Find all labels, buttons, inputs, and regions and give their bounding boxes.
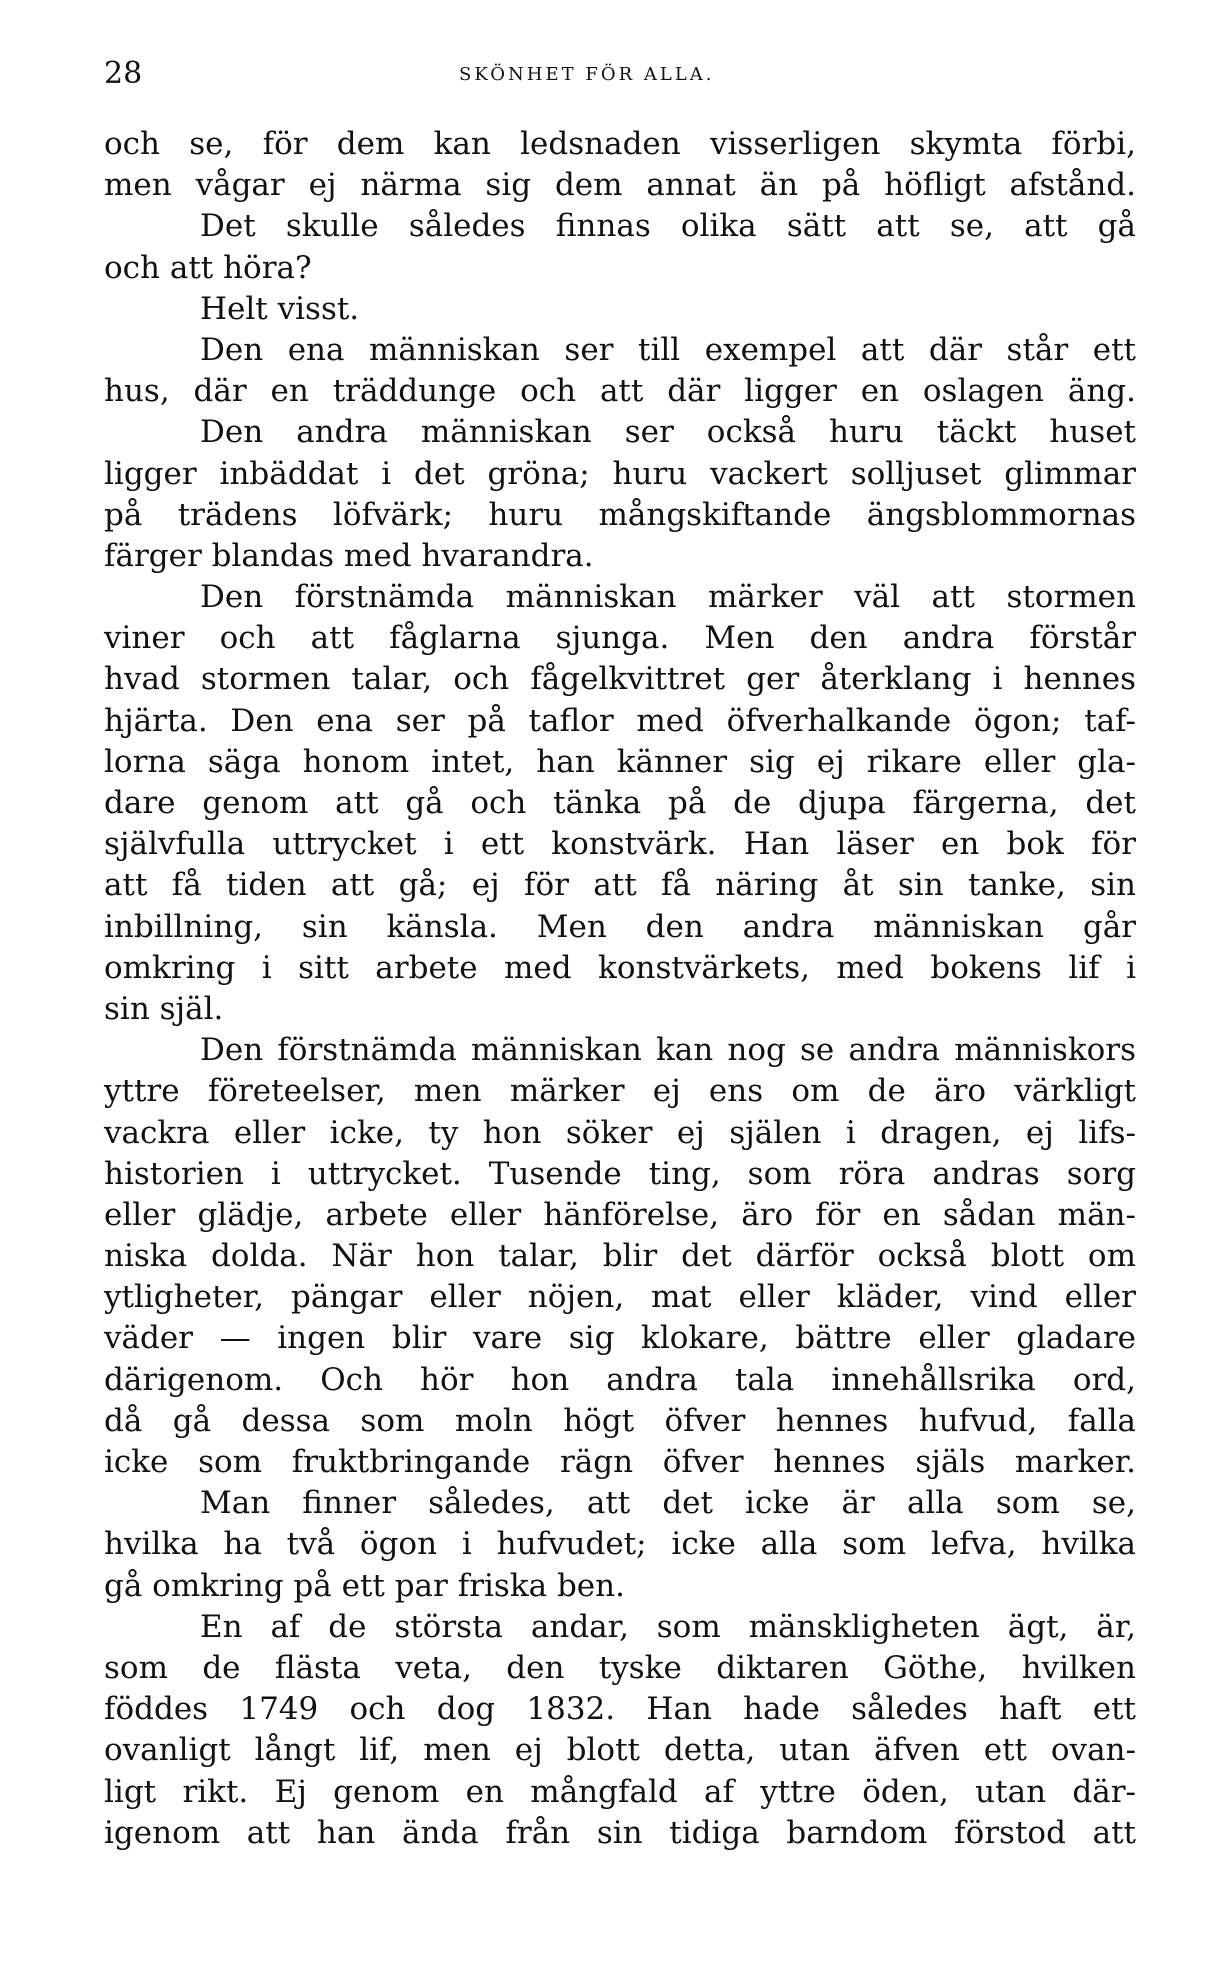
text-line: historien i uttrycket. Tusende ting, som röra andras sorg bbox=[104, 1155, 1136, 1192]
text-line: hvad stormen talar, och fågelkvittret ger återklang i hennes bbox=[104, 661, 1136, 698]
text-line: på trädens löfvärk; huru mångskiftande ängsblommornas bbox=[104, 496, 1136, 533]
text-line: dare genom att gå och tänka på de djupa färgerna, det bbox=[104, 785, 1136, 821]
text-line: föddes 1749 och dog 1832. Han hade således haft ett bbox=[104, 1691, 1136, 1728]
running-title: SKÖNHET FÖR ALLA. bbox=[459, 64, 715, 85]
text-line: Det skulle således finnas olika sätt att se, att gå bbox=[200, 208, 1136, 245]
text-line: men vågar ej närma sig dem annat än på höfligt afstånd. bbox=[104, 167, 1136, 204]
text-line: vackra eller icke, ty hon söker ej själen i dragen, ej lifs- bbox=[104, 1114, 1136, 1151]
text-line: hus, där en träddunge och att där ligger en oslagen äng. bbox=[104, 373, 1136, 410]
text-line: färger blandas med hvarandra. bbox=[104, 537, 594, 574]
text-line: och att höra? bbox=[104, 249, 312, 286]
text-line: inbillning, sin känsla. Men den andra människan går bbox=[104, 908, 1136, 945]
text-line: gå omkring på ett par friska ben. bbox=[104, 1567, 625, 1604]
text-line: hvilka ha två ögon i hufvudet; icke alla som lefva, hvilka bbox=[104, 1526, 1136, 1563]
text-line: eller glädje, arbete eller hänförelse, äro för en sådan män- bbox=[104, 1196, 1136, 1233]
text-line: att få tiden att gå; ej för att få näring åt sin tanke, sin bbox=[104, 867, 1136, 904]
page-number: 28 bbox=[104, 56, 143, 91]
text-line: Den förstnämda människan märker väl att stormen bbox=[200, 579, 1136, 616]
text-line: därigenom. Och hör hon andra tala innehållsrika ord, bbox=[104, 1361, 1136, 1398]
text-line: då gå dessa som moln högt öfver hennes hufvud, falla bbox=[104, 1402, 1136, 1439]
text-line: omkring i sitt arbete med konstvärkets, med bokens lif i bbox=[104, 949, 1136, 986]
text-line: niska dolda. När hon talar, blir det därför också blott om bbox=[104, 1238, 1136, 1275]
text-line: som de flästa veta, den tyske diktaren Göthe, hvilken bbox=[104, 1649, 1136, 1686]
text-line: Den förstnämda människan kan nog se andra människors bbox=[200, 1032, 1136, 1069]
text-line: självfulla uttrycket i ett konstvärk. Han läser en bok för bbox=[104, 826, 1136, 863]
text-line: sin själ. bbox=[104, 990, 224, 1027]
text-line: igenom att han ända från sin tidiga barndom förstod att bbox=[104, 1814, 1136, 1851]
text-line: ovanligt långt lif, men ej blott detta, utan äfven ett ovan- bbox=[104, 1732, 1136, 1769]
text-line: väder — ingen blir vare sig klokare, bättre eller gladare bbox=[104, 1320, 1136, 1357]
text-line: ligger inbäddat i det gröna; huru vackert solljuset glimmar bbox=[104, 455, 1136, 492]
text-line: Man finner således, att det icke är alla som se, bbox=[200, 1485, 1136, 1522]
body-text bbox=[104, 124, 1136, 1854]
text-line: och se, för dem kan ledsnaden visserligen skymta förbi, bbox=[104, 126, 1136, 162]
text-line: lorna säga honom intet, han känner sig ej rikare eller gla- bbox=[104, 743, 1136, 780]
running-head bbox=[104, 54, 1134, 94]
text-line: Den ena människan ser till exempel att där står ett bbox=[200, 331, 1136, 368]
text-line: En af de största andar, som mänskligheten ägt, är, bbox=[200, 1608, 1136, 1645]
text-line: viner och att fåglarna sjunga. Men den andra förstår bbox=[104, 620, 1136, 657]
text-line: icke som fruktbringande rägn öfver hennes själs marker. bbox=[104, 1444, 1136, 1480]
text-line: yttre företeelser, men märker ej ens om de äro värkligt bbox=[104, 1073, 1136, 1110]
text-line: Den andra människan ser också huru täckt huset bbox=[200, 414, 1136, 451]
text-line: Helt visst. bbox=[200, 290, 360, 327]
text-line: hjärta. Den ena ser på taflor med öfverhalkande ögon; taf- bbox=[104, 702, 1136, 739]
text-line: ligt rikt. Ej genom en mångfald af yttre öden, utan där- bbox=[104, 1773, 1136, 1810]
text-line: ytligheter, pängar eller nöjen, mat eller kläder, vind eller bbox=[104, 1279, 1136, 1316]
